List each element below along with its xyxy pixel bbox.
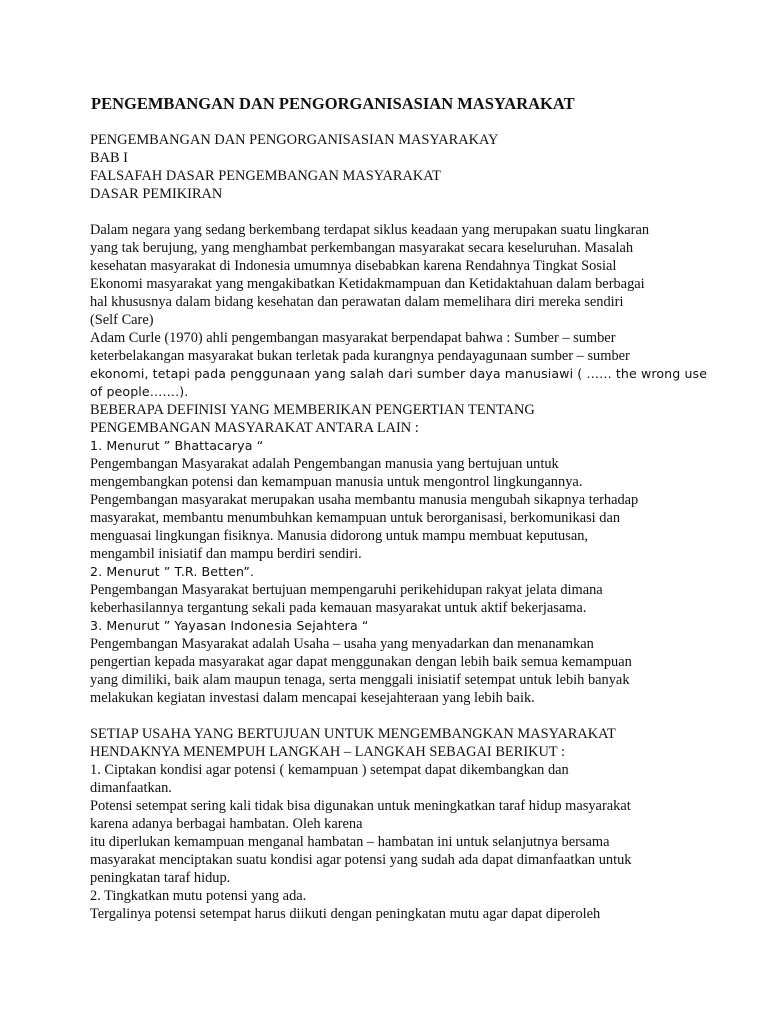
paragraph-gap (90, 707, 690, 725)
text-line: HENDAKNYA MENEMPUH LANGKAH – LANGKAH SEBAGAI BERIKUT : (90, 744, 566, 760)
text-line: hal khususnya dalam bidang kesehatan dan perawatan dalam memelihara diri mereka sendiri (90, 294, 624, 310)
text-line: keterbelakangan masyarakat bukan terletak pada kurangnya pendayagunaan sumber – sumber (90, 348, 630, 364)
text-line: Pengembangan Masyarakat adalah Usaha – usaha yang menyadarkan dan menanamkan (90, 636, 594, 652)
text-line: kesehatan masyarakat di Indonesia umumnya disebabkan karena Rendahnya Tingkat Sosial (90, 258, 617, 274)
text-line: (Self Care) (90, 312, 154, 328)
text-line: masyarakat menciptakan suatu kondisi agar potensi yang sudah ada dapat dimanfaatkan untuk (90, 852, 632, 868)
text-line: DASAR PEMIKIRAN (90, 186, 223, 202)
text-line: karena adanya berbagai hambatan. Oleh karena (90, 816, 363, 832)
text-line: mengembangkan potensi dan kemampuan manusia untuk mengontrol lingkungannya. (90, 474, 583, 490)
text-line: 2. Tingkatkan mutu potensi yang ada. (90, 888, 307, 904)
text-line: Pengembangan Masyarakat bertujuan mempengaruhi perikehidupan rakyat jelata dimana (90, 582, 603, 598)
document-body (90, 131, 708, 923)
text-line: Pengembangan masyarakat merupakan usaha membantu manusia mengubah sikapnya terhadap (90, 492, 639, 508)
text-line: Dalam negara yang sedang berkembang terdapat siklus keadaan yang merupakan suatu lingkaran (90, 222, 650, 238)
text-line: Ekonomi masyarakat yang mengakibatkan Ketidakmampuan dan Ketidaktahuan dalam berbagai (90, 276, 645, 292)
text-line: itu diperlukan kemampuan menganal hambatan – hambatan ini untuk selanjutnya bersama (90, 834, 610, 850)
text-line: peningkatan taraf hidup. (90, 870, 231, 886)
text-line: keberhasilannya tergantung sekali pada kemauan masyarakat untuk aktif bekerjasama. (90, 600, 587, 616)
text-line: Tergalinya potensi setempat harus diikuti dengan peningkatan mutu agar dapat diperoleh (90, 906, 601, 922)
text-line: pengertian kepada masyarakat agar dapat menggunakan dengan lebih baik semua kemampuan (90, 654, 632, 670)
text-line: SETIAP USAHA YANG BERTUJUAN UNTUK MENGEMBANGKAN MASYARAKAT (90, 726, 616, 742)
text-line: of people…….). (90, 384, 189, 399)
text-line: 3. Menurut ” Yayasan Indonesia Sejahtera “ (90, 618, 369, 633)
text-line: 2. Menurut ” T.R. Betten”. (90, 564, 255, 579)
text-line: 1. Menurut ” Bhattacarya “ (90, 438, 264, 453)
paragraph-gap (90, 203, 690, 221)
text-line: FALSAFAH DASAR PENGEMBANGAN MASYARAKAT (90, 168, 441, 184)
text-line: mengambil inisiatif dan mampu berdiri sendiri. (90, 546, 362, 562)
text-line: BAB I (90, 150, 128, 166)
text-line: 1. Ciptakan kondisi agar potensi ( kemampuan ) setempat dapat dikembangkan dan (90, 762, 569, 778)
text-line: Pengembangan Masyarakat adalah Pengembangan manusia yang bertujuan untuk (90, 456, 559, 472)
text-line: PENGEMBANGAN MASYARAKAT ANTARA LAIN : (90, 420, 419, 436)
document-title: PENGEMBANGAN DAN PENGORGANISASIAN MASYARAKAT (91, 94, 575, 113)
text-line: BEBERAPA DEFINISI YANG MEMBERIKAN PENGERTIAN TENTANG (90, 402, 535, 418)
text-line: masyarakat, membantu menumbuhkan kemampuan untuk berorganisasi, berkomunikasi dan (90, 510, 621, 526)
text-line: Potensi setempat sering kali tidak bisa digunakan untuk meningkatkan taraf hidup masyarakat (90, 798, 631, 814)
text-line: ekonomi, tetapi pada penggunaan yang salah dari sumber daya manusiawi ( …… the wrong use (90, 366, 708, 381)
text-line: Adam Curle (1970) ahli pengembangan masyarakat berpendapat bahwa : Sumber – sumber (90, 330, 616, 346)
text-line: dimanfaatkan. (90, 780, 172, 796)
text-line: yang tak berujung, yang menghambat perkembangan masyarakat secara keseluruhan. Masalah (90, 240, 634, 256)
text-line: menguasai lingkungan fisiknya. Manusia didorong untuk mampu membuat keputusan, (90, 528, 588, 544)
text-line: PENGEMBANGAN DAN PENGORGANISASIAN MASYARAKAY (90, 132, 499, 148)
text-line: melakukan kegiatan investasi dalam mencapai kesejahteraan yang lebih baik. (90, 690, 535, 706)
text-line: yang dimiliki, baik alam maupun tenaga, serta menggali inisiatif setempat untuk lebih banyak (90, 672, 630, 688)
